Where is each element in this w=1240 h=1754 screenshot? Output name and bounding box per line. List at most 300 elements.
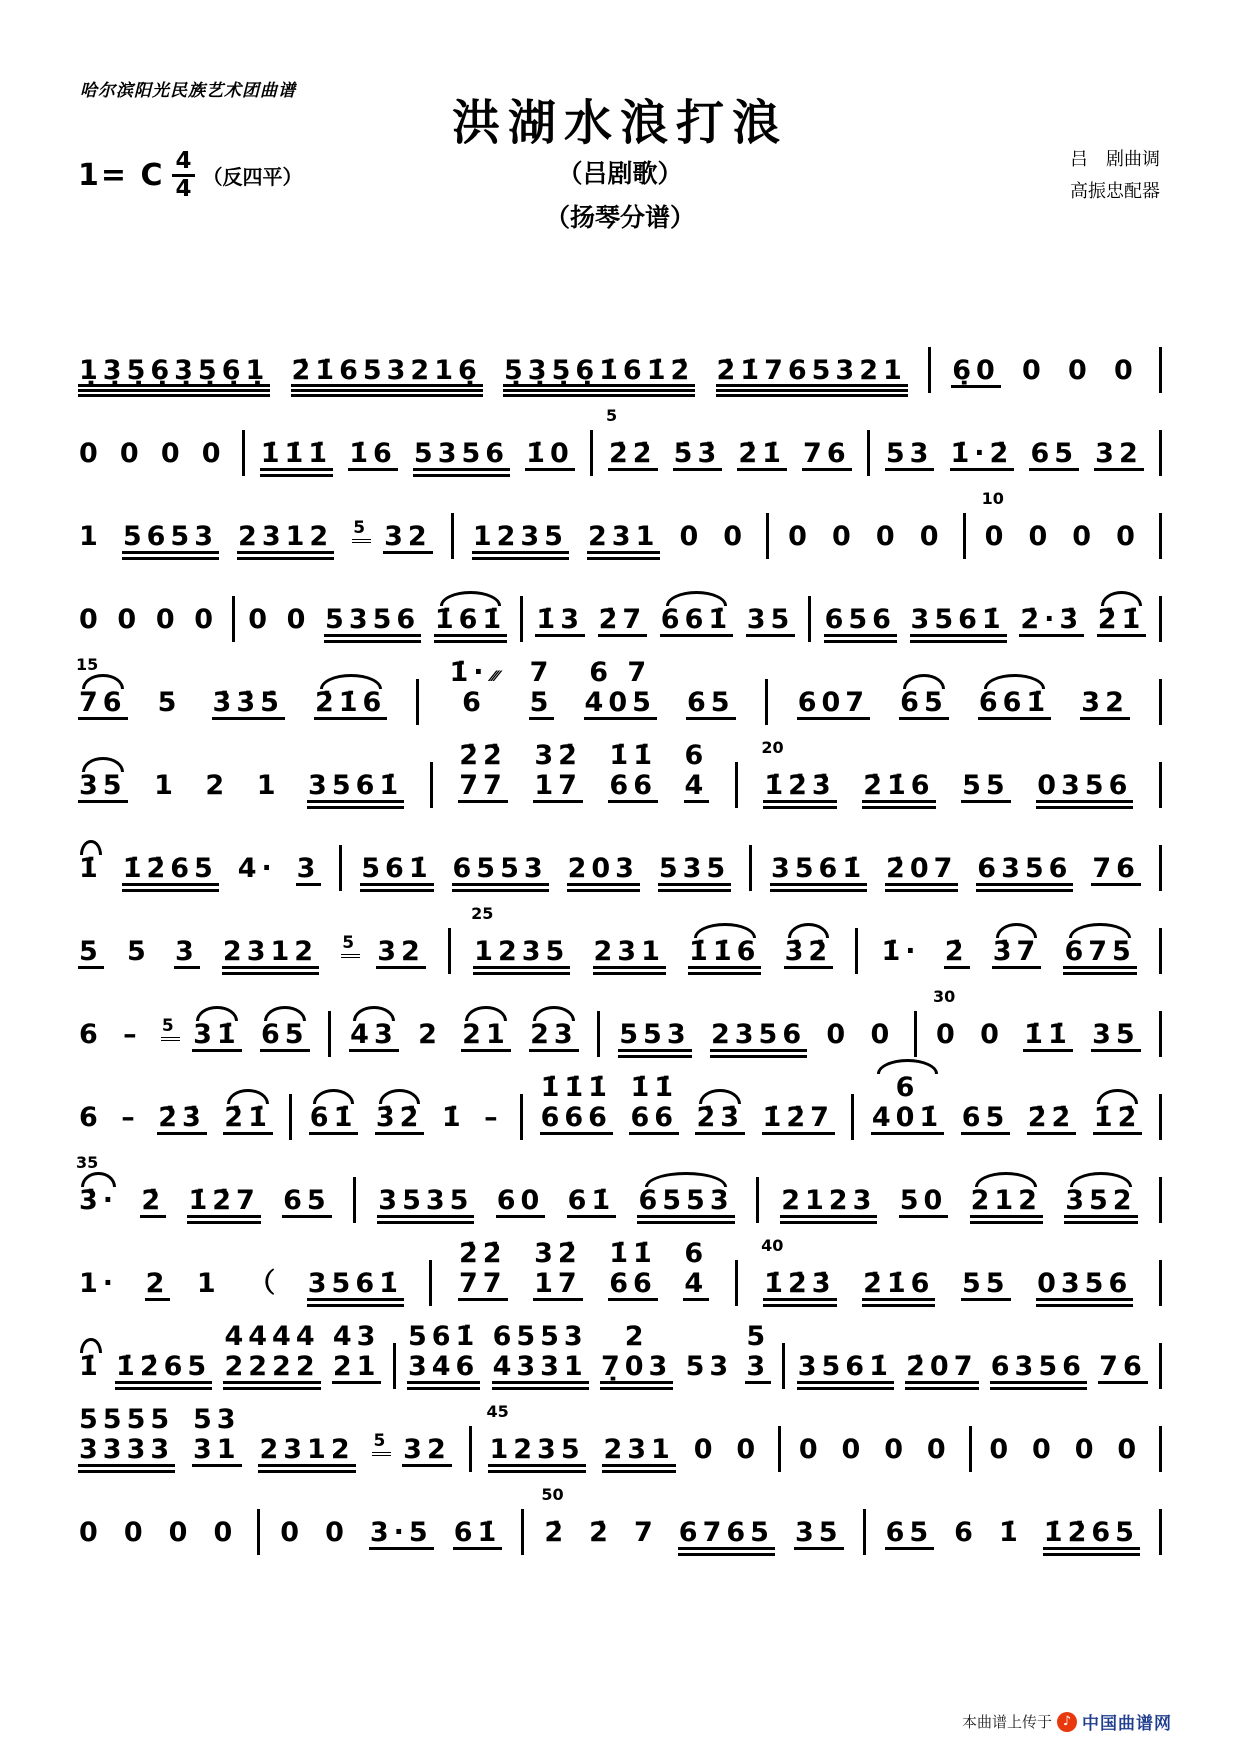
barline [448,928,451,974]
chord-stack: 32̇ 17 [533,1240,583,1310]
barline [735,762,738,808]
note-token: 6765 [678,1519,775,1559]
note-token: 5 [157,687,182,718]
note-token: 32 [376,938,426,978]
note-token: 1̇2̇65 [1043,1519,1140,1559]
note-token: 6553 [452,855,549,895]
note-token: 2̇3̇ [695,1104,745,1144]
note-token: 2̇1̇6 [862,1270,935,1310]
barline [782,1343,785,1389]
note-token: 0 [119,438,144,469]
chord-stack: 1̇1̇ 66 [608,1240,658,1310]
note-token: 352 [1064,1187,1137,1227]
note-token: 7 [633,1517,658,1548]
barline [1159,1426,1162,1472]
note-token: 1 [79,521,103,552]
music-line [78,646,1162,729]
barline [855,928,858,974]
note-token: 43 [349,1021,399,1061]
barline [520,596,523,642]
note-token: 1̇ [441,1102,466,1133]
music-line [78,1393,1162,1476]
barline [867,430,870,476]
note-token: 2123 [780,1187,877,1227]
note-token: 21 [461,1021,511,1061]
barline [749,845,752,891]
note-token: 3561̇ [910,606,1007,646]
chord-stack: 5555 3333 [78,1406,175,1476]
note-token: 0 [723,521,748,552]
note-token: 3̇2̇ [375,1104,425,1144]
note-token: 4· [237,853,277,884]
note-token: 65 [686,689,736,729]
note-token: 0 [788,521,812,552]
measure-number: 40 [761,1236,784,1255]
note-token: 0 [160,438,185,469]
note-token: 0 [884,1434,908,1465]
note-token: 607 [797,689,870,729]
site-logo-icon: ♪ [1057,1712,1077,1732]
note-token: 0 [841,1434,866,1465]
key-note: （反四平） [202,165,303,189]
chord-stack: 5 3 [745,1323,771,1393]
note-token: 2̇1̇6 [862,772,935,812]
note-token: 2̇2̇ 5 [608,440,658,480]
note-token: 3·5 [369,1519,434,1559]
barline [469,1426,472,1472]
note-token: 2312 [222,938,319,978]
note-token: 65 [260,1021,310,1061]
barline [765,679,768,725]
chord-stack: 6 401̇ [871,1074,944,1144]
barline [756,1177,759,1223]
credit-composer: 吕 剧曲调 [1070,149,1160,170]
note-token: 3 [296,855,322,895]
note-token: 231 [602,1436,675,1476]
note-token: 60 [496,1187,546,1227]
note-token: 3561̇ [797,1353,894,1393]
music-line [78,1061,1162,1144]
note-token: 3̇7 [992,938,1042,978]
chord-stack: 6 7 405 [584,659,657,729]
note-token: 3̇3̇5̇ [212,689,285,729]
chord-stack: 6 4 [684,742,710,812]
note-token: 32 [1080,689,1130,729]
subtitle-genre: （吕剧歌） [557,159,683,188]
barline [963,513,966,559]
note-token: 1 [154,770,178,801]
note-token: 32 [1094,440,1144,480]
measure-number: 15 [76,655,99,674]
note-token: 0 [1028,521,1053,552]
barline [1159,596,1162,642]
note-token: 31̇ [192,1021,242,1061]
grace-note: 5 [341,935,360,958]
note-token: 6 [79,1019,103,1050]
note-token: 0 [248,604,273,635]
chord-stack: 1̇1̇ 66 [629,1074,679,1144]
note-token: 65 [282,1187,332,1227]
note-token: 23 [529,1021,579,1061]
note-token: 0 [693,1434,718,1465]
note-token: 1̇6 [348,440,398,480]
barline [808,596,811,642]
barline [778,1426,781,1472]
music-line [78,1310,1162,1393]
chord-stack: 2̇2̇ 77 [458,1240,508,1310]
note-token: 2̇2̇ [1027,1104,1077,1144]
note-token: 3561̇ [307,772,404,812]
note-token: 0 [1072,521,1097,552]
note-token: 0 [201,438,226,469]
note-token: 212 [970,1187,1043,1227]
page-title: 洪湖水浪打浪 [451,95,788,151]
note-token: 0356 [1036,1270,1133,1310]
note-token: 661̇ [978,689,1051,729]
note-token: – [484,1102,503,1133]
note-token: 0 [79,438,103,469]
note-token: 231 [593,938,666,978]
chord-stack: 6 4 [683,1240,709,1310]
measure-number: 10 [981,489,1004,508]
note-token: 1· [79,1268,119,1299]
note-token: 1̇ [78,855,104,895]
note-token: 2̇ [589,1517,613,1548]
barline [597,1011,600,1057]
note-token: 0 [213,1517,238,1548]
note-token: 6 [79,1102,103,1133]
barline [914,1011,917,1057]
note-token: 5̣3̣5̣6̣1̇61̇2̇ [503,357,695,397]
note-token: 6553 [637,1187,734,1227]
collection-label: 哈尔滨阳光民族艺术团曲谱 [80,81,296,101]
note-token: 5356 [413,440,510,480]
barline [1159,1177,1162,1223]
note-token: 2̇07 [905,1353,978,1393]
note-token: 0 [679,521,704,552]
note-token: 6̣0 [951,357,1001,397]
music-line [78,812,1162,895]
music-line [78,1476,1162,1559]
note-token: 6 [954,1517,978,1548]
note-token: 2̇07 [885,855,958,895]
note-token: 61̇ [309,1104,359,1144]
time-signature-bottom: 4 [175,176,192,202]
note-token: 65 [961,1104,1011,1144]
measure-number: 45 [486,1402,509,1421]
note-token: 0 [926,1434,951,1465]
note-token: 2̇7 [598,606,648,646]
note-token: 2312 [258,1436,355,1476]
music-line [78,1227,1162,1310]
barline [328,1011,331,1057]
music-line [78,1144,1162,1227]
note-token: （ [248,1268,281,1299]
note-token: 0 [155,604,180,635]
note-token: 1̇0 [525,440,575,480]
barline [1159,1260,1162,1306]
note-token: 0 10 [981,489,1009,552]
measure-number: 5 [605,406,618,425]
barline [416,679,419,725]
barline [1159,1011,1162,1057]
credits [1070,144,1160,209]
chord-stack: 7 5 [529,659,555,729]
measure-number: 30 [932,987,956,1006]
note-token: 1̇2̇65 [115,1353,212,1393]
note-token: 1̇1̇1̇ [260,440,333,480]
note-token: 2̇·3̇ [1019,606,1084,646]
chord-stack: 43 21 [332,1323,382,1393]
note-token: 76 [1098,1353,1148,1393]
barline [232,596,235,642]
note-token: 76 [802,440,852,480]
note-token: 1 [196,1268,221,1299]
barline [353,1177,356,1223]
note-token: 1235 25 [473,938,570,978]
note-token: 0 [1032,1434,1056,1465]
note-token: 1235 45 [488,1436,585,1476]
barline [257,1509,260,1555]
note-token: 50 [899,1187,949,1227]
site-name: 中国曲谱网 [1082,1714,1172,1734]
note-token: 1̇ [998,1517,1023,1548]
note-token: 1̣3̣5̣6̣3̣5̣6̣1̣ [78,357,270,397]
barline [863,1509,866,1555]
note-token: 55 [961,772,1011,812]
note-token: 3̇· 35 [78,1187,119,1227]
note-token: – [123,1019,142,1050]
measure-number: 35 [76,1153,99,1172]
note-token: 1̇1̇ [1023,1021,1073,1061]
note-token: 2̇1̇ [737,440,787,480]
note-token: 1̇2̇3̇ 20 [763,772,836,812]
note-token: 1̇2̇7 [762,1104,835,1144]
note-token: 0 [798,1434,823,1465]
music-line [78,314,1162,397]
note-token: 61̇ [453,1519,503,1559]
note-token: 203 [567,855,640,895]
note-token: 1̇2̇3̇ 40 [763,1270,836,1310]
note-token: 0 [168,1517,193,1548]
barline [1159,347,1162,393]
note-token: 0 [832,521,856,552]
barline [1159,679,1162,725]
music-line [78,397,1162,480]
note-token: 1̇2̇7 [187,1187,260,1227]
chord-stack: 1̇1̇1̇ 666 [540,1074,613,1144]
measure-number: 20 [761,738,784,757]
barline [242,430,245,476]
barline [1159,1343,1162,1389]
note-token: 5 [126,936,151,967]
subtitle-part: （扬琴分谱） [544,203,695,232]
note-token: 0 [1074,1434,1099,1465]
barline [1159,845,1162,891]
note-token: 2̇1̇765321 [716,357,908,397]
note-token: 535 [658,855,731,895]
note-token: 2̇1̇ [223,1104,273,1144]
note-token: 1̇·2̇ [950,440,1015,480]
score [78,314,1162,1559]
note-token: 1235 [472,523,569,563]
measure-number: 25 [471,904,494,923]
barline [1159,1509,1162,1555]
barline [289,1094,292,1140]
note-token: 656 [824,606,897,646]
note-token: 1̇1̇6 [688,938,761,978]
note-token: 35 [794,1519,844,1559]
note-token: 2̇3̇ [157,1104,207,1144]
note-token: 5653 [122,523,219,563]
chord-stack: 4444 2222 [223,1323,320,1393]
note-token: 0 [980,1019,1004,1050]
note-token: 0 [989,1434,1014,1465]
note-token: 0 [194,604,219,635]
tremolo-mark: ⁄⁄⁄ [491,669,499,685]
note-token: 76 15 [78,689,128,729]
barline [521,1509,524,1555]
note-token: 5̇3̇ [673,440,723,480]
barline [735,1260,738,1306]
note-token: 0 30 [932,987,960,1050]
chord-stack: 1̇1̇ 66 [608,742,658,812]
note-token: 2356 [710,1021,807,1061]
barline [1159,430,1162,476]
note-token: 55 [961,1270,1011,1310]
note-token: 3̇2̇ [784,938,834,978]
barline [590,430,593,476]
barline [1159,762,1162,808]
barline [766,513,769,559]
note-token: 2̇1̇653216̣ [291,357,483,397]
note-token: 231 [587,523,660,563]
barline [1159,513,1162,559]
note-token: 35 [78,772,128,812]
note-token: 35 [746,606,796,646]
note-token: 53 [885,440,935,480]
note-token: 1̇61̇ [434,606,507,646]
note-token: 2̇1̇ [1097,606,1147,646]
note-token: 0 [117,604,142,635]
barline [1159,928,1162,974]
note-token: 0 [325,1517,349,1548]
chord-stack: 1̇· ⁄⁄⁄ 6 [449,657,499,718]
chord-stack: 32̇ 17 [533,742,583,812]
note-token: 675 [1063,938,1136,978]
note-token: 0 [1067,355,1092,386]
music-line [78,978,1162,1061]
note-token: 61̇ [567,1187,617,1227]
note-token: 3561̇ [770,855,867,895]
barline [393,1343,396,1389]
barline [339,845,342,891]
note-token: 32 [402,1436,452,1476]
note-token: 0 [875,521,900,552]
note-token: 65 [885,1519,935,1559]
music-line [78,563,1162,646]
note-token: – [121,1102,140,1133]
note-token: 2312 [237,523,334,563]
credit-arranger: 高振忠配器 [1070,181,1160,203]
note-token: 1 [256,770,281,801]
note-token: 65 [899,689,949,729]
note-token: 1̇3 [535,606,585,646]
measure-number: 50 [541,1485,564,1504]
note-token: 6356 [990,1353,1087,1393]
music-line [78,895,1162,978]
note-token: 1̇2̇65 [122,855,219,895]
note-token: 661̇ [660,606,733,646]
note-token: 0 [1021,355,1046,386]
uploaded-by-label: 本曲谱上传于 [961,1713,1052,1731]
music-line [78,480,1162,563]
note-token: 0 [280,1517,305,1548]
chord-stack: 2 7̣03 [600,1323,673,1393]
note-token: 5356 [324,606,421,646]
barline [451,513,454,559]
note-token: 5 [78,938,104,978]
note-token: 0 [1117,1434,1142,1465]
note-token: 0 [79,1517,103,1548]
grace-note: 5 [161,1018,180,1041]
barline [1159,1094,1162,1140]
grace-note: 5 [352,520,371,543]
grace-note: 5 [372,1433,391,1456]
chord-stack: 53 31 [192,1406,242,1476]
note-token: 0 [1116,521,1140,552]
note-token: 3561̇ [307,1270,404,1310]
barline [928,347,931,393]
note-token: 0 [736,1434,761,1465]
note-token: 1̇· [881,936,921,967]
note-token: 0 [919,521,944,552]
music-line [78,729,1162,812]
note-token: 1̇2̇ [1093,1104,1143,1144]
key-signature: 1= C [78,158,165,193]
note-token: 76 [1091,855,1141,895]
note-token: 2̇1̇6 [314,689,387,729]
score-header [78,66,1162,290]
barline [969,1426,972,1472]
note-token: 2 [145,1270,171,1310]
note-token: 2̇ 50 [541,1485,569,1548]
note-token: 35 [1091,1021,1141,1061]
note-token: 1̇ [78,1353,104,1393]
barline [851,1094,854,1140]
note-token: 6356 [976,855,1073,895]
barline [520,1094,523,1140]
note-token: 32 [383,523,433,563]
note-token: 0 [870,1019,895,1050]
note-token: 2 [418,1019,442,1050]
note-token: 561̇ [360,855,433,895]
note-token: 2̇ [944,938,970,978]
note-token: 0 [79,604,103,635]
note-token: 2̇ [140,1187,166,1227]
note-token: 0 [826,1019,851,1050]
note-token: 0 [286,604,311,635]
note-token: 65 [1029,440,1079,480]
note-token: 0 [123,1517,148,1548]
note-token: 553 [618,1021,691,1061]
note-token: 0356 [1036,772,1133,812]
barline [429,1260,432,1306]
chord-stack: 561̇ 346 [407,1323,480,1393]
note-token: 3535 [377,1187,474,1227]
chord-stack: 2̇2̇ 77 [458,742,508,812]
note-token: 0 [1113,355,1138,386]
